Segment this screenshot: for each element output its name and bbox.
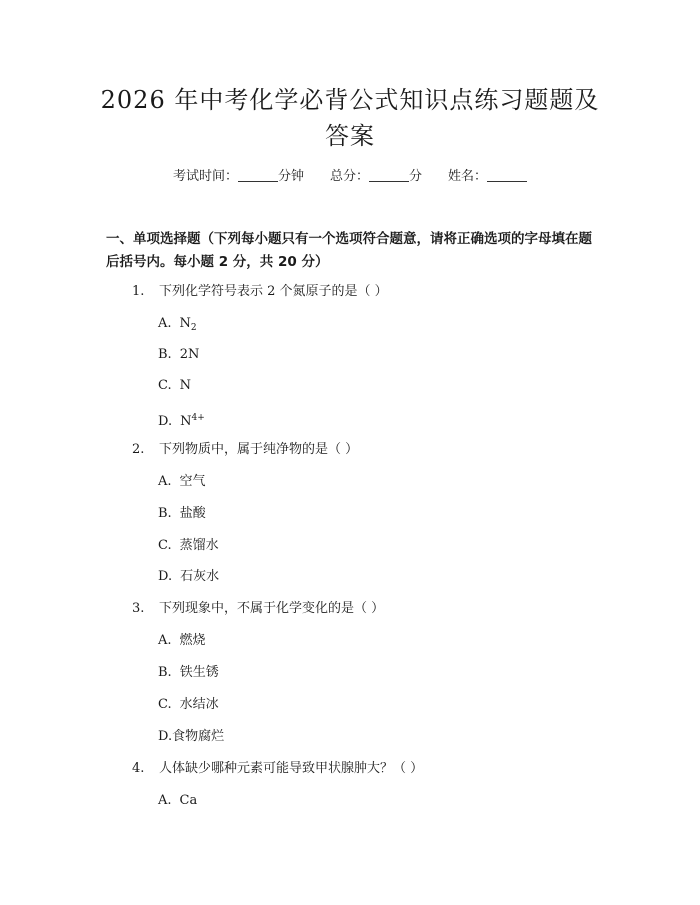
- option-letter: D.: [158, 414, 173, 429]
- question-number: 3.: [132, 601, 145, 616]
- option-4a: [158, 791, 197, 811]
- option-letter: B.: [158, 347, 172, 362]
- option-subscript: 2: [190, 323, 197, 333]
- option-3d: [158, 727, 224, 747]
- page-title-line-2: 答案: [325, 122, 375, 150]
- option-text: 食物腐烂: [172, 729, 225, 744]
- option-text: 盐酸: [179, 506, 206, 521]
- option-2c: [158, 536, 219, 556]
- option-letter: A.: [158, 474, 172, 489]
- option-text: N: [180, 414, 192, 429]
- question-number: 1.: [132, 284, 145, 299]
- option-letter: A.: [158, 316, 172, 331]
- option-letter: A.: [158, 633, 172, 648]
- option-letter: C.: [158, 538, 172, 553]
- option-letter: D.: [158, 729, 173, 744]
- time-unit: 分钟: [277, 169, 304, 184]
- option-letter: D.: [158, 569, 173, 584]
- question-1: [132, 282, 388, 302]
- option-2b: [158, 504, 206, 524]
- option-text: 水结冰: [179, 697, 219, 712]
- option-2d: [158, 567, 219, 587]
- option-3b: [158, 663, 219, 683]
- question-text: 下列物质中，属于纯净物的是（ ）: [159, 442, 359, 457]
- option-text: 空气: [179, 474, 206, 489]
- question-text: 人体缺少哪种元素可能导致甲状腺肿大？（ ）: [159, 761, 424, 776]
- score-label: 总分：: [329, 169, 369, 184]
- option-2a: [158, 472, 206, 492]
- question-text: 下列化学符号表示 2 个氮原子的是（ ）: [159, 284, 388, 299]
- question-2: [132, 440, 358, 460]
- option-text: 石灰水: [180, 569, 220, 584]
- score-blank: [369, 167, 409, 182]
- option-text: 铁生锈: [179, 665, 219, 680]
- option-letter: B.: [158, 665, 172, 680]
- question-3: [132, 599, 384, 619]
- option-text: 2N: [179, 347, 200, 362]
- option-letter: C.: [158, 697, 172, 712]
- option-text: Ca: [179, 793, 198, 808]
- option-3a: [158, 631, 206, 651]
- page-title-line-1: 2026 年中考化学必背公式知识点练习题题及: [100, 86, 600, 114]
- option-letter: C.: [158, 378, 172, 393]
- option-1d: [158, 408, 205, 432]
- option-letter: B.: [158, 506, 172, 521]
- option-letter: A.: [158, 793, 172, 808]
- time-blank: [238, 167, 278, 182]
- option-3c: [158, 695, 219, 715]
- section-heading: 一、单项选择题（下列每小题只有一个选项符合题意，请将正确选项的字母填在题后括号内。每小题 2 分，共 20 分）: [106, 231, 592, 270]
- question-4: [132, 759, 423, 779]
- option-1c: [158, 376, 191, 396]
- question-number: 4.: [132, 761, 145, 776]
- option-superscript: 4+: [191, 413, 205, 423]
- option-text: 蒸馏水: [179, 538, 219, 553]
- question-text: 下列现象中，不属于化学变化的是（ ）: [159, 601, 385, 616]
- option-text: N: [179, 378, 191, 393]
- name-blank: [487, 167, 527, 182]
- option-text: 燃烧: [179, 633, 206, 648]
- score-unit: 分: [409, 169, 423, 184]
- name-label: 姓名：: [448, 169, 488, 184]
- option-1a: [158, 314, 197, 338]
- option-1b: [158, 345, 199, 365]
- question-number: 2.: [132, 442, 145, 457]
- exam-info-line: [0, 167, 700, 187]
- option-text: N: [179, 316, 191, 331]
- time-label: 考试时间：: [172, 169, 238, 184]
